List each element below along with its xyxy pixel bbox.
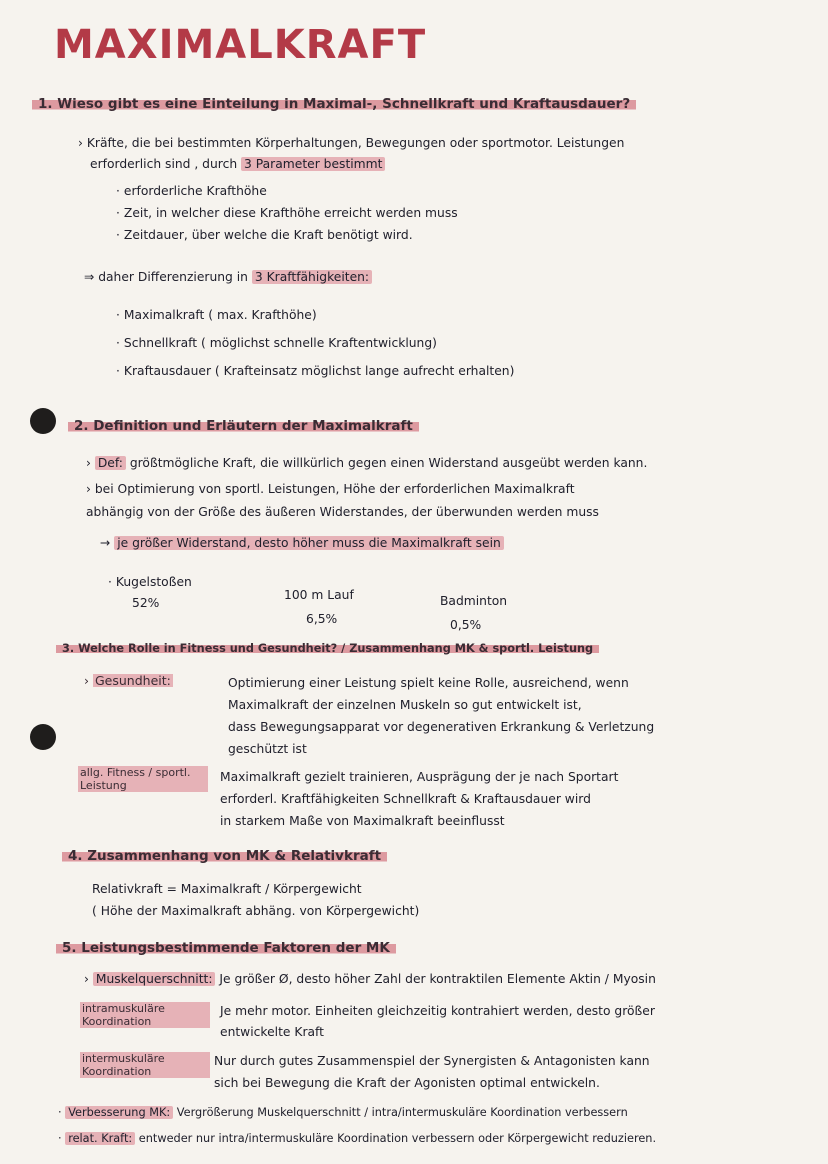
example-name: 100 m Lauf bbox=[284, 588, 354, 602]
relative-kraft-line: · relat. Kraft: entweder nur intra/intermuskuläre Koordination verbessern oder Körpergewicht reduzieren. bbox=[58, 1132, 657, 1145]
s2-opt-line-2: abhängig von der Größe des äußeren Widerstandes, der überwunden werden muss bbox=[86, 505, 599, 519]
s1-type: · Kraftausdauer ( Krafteinsatz möglichst lange aufrecht erhalten) bbox=[116, 364, 515, 378]
example-name: Badminton bbox=[440, 594, 508, 608]
factor-label-intermuskulaer: intermuskuläre Koordination bbox=[80, 1052, 210, 1078]
page-title: MAXIMALKRAFT bbox=[54, 22, 427, 68]
example-value: 6,5% bbox=[306, 612, 338, 626]
s1-conclusion: ⇒ daher Differenzierung in 3 Kraftfähigkeiten: bbox=[84, 270, 372, 284]
s1-type: · Maximalkraft ( max. Krafthöhe) bbox=[116, 308, 317, 322]
fitness-line: Maximalkraft gezielt trainieren, Ausprägung der je nach Sportart bbox=[220, 770, 619, 784]
punch-hole bbox=[30, 408, 56, 434]
arrow-icon: ⇒ bbox=[84, 270, 99, 284]
fitness-line: in starkem Maße von Maximalkraft beeinflusst bbox=[220, 814, 505, 828]
section-2-heading: 2. Definition und Erläutern der Maximalkraft bbox=[68, 418, 419, 434]
s2-arrow-line: → je größer Widerstand, desto höher muss die Maximalkraft sein bbox=[100, 536, 504, 550]
section-1-heading: 1. Wieso gibt es eine Einteilung in Maximal-, Schnellkraft und Kraftausdauer? bbox=[32, 96, 636, 112]
fitness-line: erforderl. Kraftfähigkeiten Schnellkraft & Kraftausdauer wird bbox=[220, 792, 591, 806]
health-line: Optimierung einer Leistung spielt keine Rolle, ausreichend, wenn bbox=[228, 676, 629, 690]
s2-opt-line-1: › bei Optimierung von sportl. Leistungen, Höhe der erforderlichen Maximalkraft bbox=[86, 482, 575, 496]
s1-item: · erforderliche Krafthöhe bbox=[116, 184, 267, 198]
s1-item: · Zeit, in welcher diese Krafthöhe erreicht werden muss bbox=[116, 206, 458, 220]
factor-text: entwickelte Kraft bbox=[220, 1025, 324, 1039]
health-line: Maximalkraft der einzelnen Muskeln so gut entwickelt ist, bbox=[228, 698, 582, 712]
factor-text: Nur durch gutes Zusammenspiel der Synergisten & Antagonisten kann bbox=[214, 1054, 650, 1068]
relativkraft-formula: Relativkraft = Maximalkraft / Körpergewicht bbox=[92, 882, 362, 896]
relativkraft-note: ( Höhe der Maximalkraft abhäng. von Körpergewicht) bbox=[92, 904, 420, 918]
section-3-heading: 3. Welche Rolle in Fitness und Gesundheit? / Zusammenhang MK & sportl. Leistung bbox=[56, 642, 599, 655]
factor-text: Je mehr motor. Einheiten gleichzeitig kontrahiert werden, desto größer bbox=[220, 1004, 655, 1018]
example-value: 0,5% bbox=[450, 618, 482, 632]
section-5-heading: 5. Leistungsbestimmende Faktoren der MK bbox=[56, 940, 396, 956]
health-line: geschützt ist bbox=[228, 742, 307, 756]
verbesserung-line: · Verbesserung MK: Vergrößerung Muskelquerschnitt / intra/intermuskuläre Koordination verbessern bbox=[58, 1106, 628, 1119]
s1-intro-line-1: › Kräfte, die bei bestimmten Körperhaltungen, Bewegungen oder sportmotor. Leistungen bbox=[78, 136, 625, 150]
parameter-highlight: 3 Parameter bestimmt bbox=[241, 157, 385, 171]
s1-type: · Schnellkraft ( möglichst schnelle Kraftentwicklung) bbox=[116, 336, 437, 350]
example-value: 52% bbox=[132, 596, 160, 610]
kraftfaehigkeiten-highlight: 3 Kraftfähigkeiten: bbox=[252, 270, 372, 284]
section-4-heading: 4. Zusammenhang von MK & Relativkraft bbox=[62, 848, 387, 864]
definition: › Def: größtmögliche Kraft, die willkürlich gegen einen Widerstand ausgeübt werden kann. bbox=[86, 456, 648, 470]
health-line: dass Bewegungsapparat vor degenerativen Erkrankung & Verletzung bbox=[228, 720, 655, 734]
arrow-icon: → bbox=[100, 536, 115, 550]
gesundheit-label: › Gesundheit: bbox=[84, 673, 171, 688]
s1-intro-line-2: erforderlich sind , durch 3 Parameter bestimmt bbox=[90, 157, 385, 171]
punch-hole bbox=[30, 724, 56, 750]
factor-text: sich bei Bewegung die Kraft der Agonisten optimal entwickeln. bbox=[214, 1076, 600, 1090]
s1-item: · Zeitdauer, über welche die Kraft benötigt wird. bbox=[116, 228, 413, 242]
example-name: · Kugelstoßen bbox=[108, 575, 192, 589]
fitness-label: allg. Fitness / sportl. Leistung bbox=[78, 766, 208, 792]
factor-muskelquerschnitt: › Muskelquerschnitt: Je größer Ø, desto höher Zahl der kontraktilen Elemente Aktin / Myosin bbox=[84, 972, 656, 986]
factor-label-intramuskulaer: intramuskuläre Koordination bbox=[80, 1002, 210, 1028]
